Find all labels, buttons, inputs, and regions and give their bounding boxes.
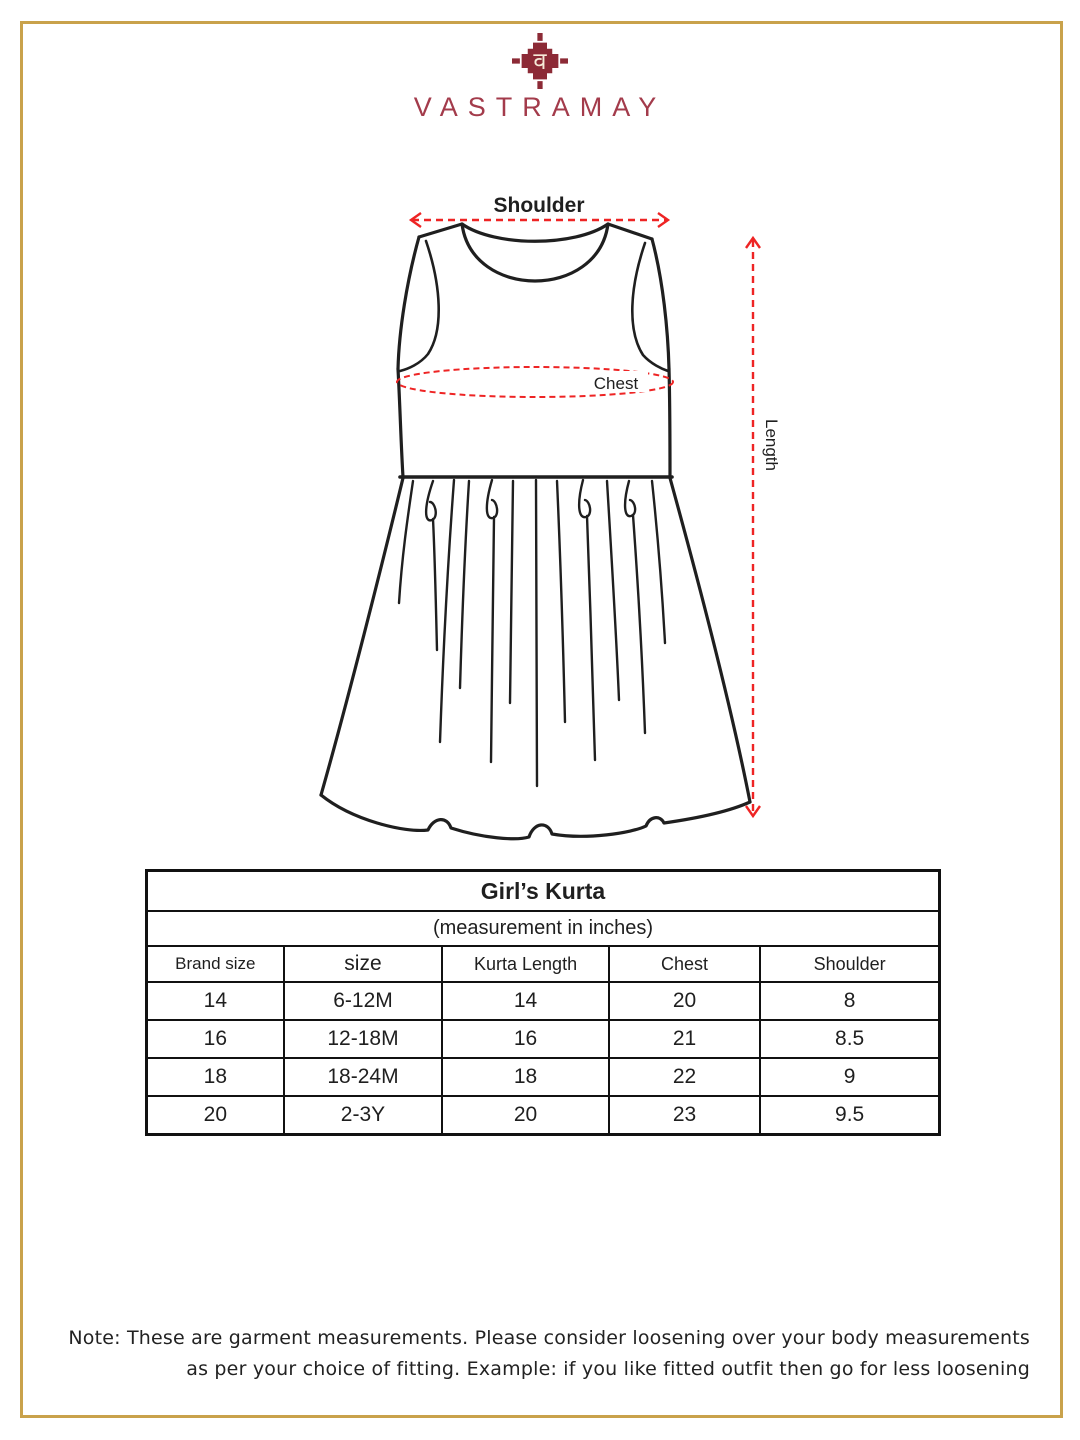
cell-size: 18-24M: [284, 1058, 443, 1096]
note-line-2: as per your choice of fitting. Example: if you like fitted outfit then go for less loosening: [186, 1358, 1030, 1380]
length-label: Length: [762, 419, 781, 471]
column-header-brand-size: Brand size: [147, 946, 284, 982]
cell-chest: 23: [609, 1096, 760, 1135]
cell-size: 2-3Y: [284, 1096, 443, 1135]
size-chart-subtitle: (measurement in inches): [147, 911, 940, 946]
column-header-chest: Chest: [609, 946, 760, 982]
size-chart-table: [145, 869, 941, 1136]
cell-chest: 20: [609, 982, 760, 1020]
table-row: [147, 1096, 940, 1135]
vastramay-logo-icon: [512, 33, 568, 89]
cell-size: 6-12M: [284, 982, 443, 1020]
brand-wordmark: VASTRAMAY: [413, 92, 667, 122]
cell-shoulder: 9: [760, 1058, 939, 1096]
cell-chest: 22: [609, 1058, 760, 1096]
size-chart-header-row: [147, 946, 940, 982]
brand-header: [0, 33, 1080, 123]
cell-brand-size: 20: [147, 1096, 284, 1135]
cell-brand-size: 18: [147, 1058, 284, 1096]
cell-size: 12-18M: [284, 1020, 443, 1058]
kurta-measurement-diagram: [0, 185, 1080, 865]
chest-label: Chest: [593, 374, 639, 393]
cell-shoulder: 8.5: [760, 1020, 939, 1058]
column-header-size: size: [284, 946, 443, 982]
shoulder-label: Shoulder: [493, 194, 585, 217]
column-header-shoulder: Shoulder: [760, 946, 939, 982]
cell-chest: 21: [609, 1020, 760, 1058]
cell-brand-size: 16: [147, 1020, 284, 1058]
cell-shoulder: 9.5: [760, 1096, 939, 1135]
size-chart-title: Girl’s Kurta: [147, 871, 940, 912]
skirt-gather-lines: [399, 480, 665, 786]
cell-shoulder: 8: [760, 982, 939, 1020]
table-row: [147, 1020, 940, 1058]
column-header-kurta-length: Kurta Length: [442, 946, 609, 982]
arrowhead-right-icon: [658, 213, 668, 227]
cell-kurta-length: 16: [442, 1020, 609, 1058]
garment-note: [40, 1323, 1030, 1385]
logo-glyph: व: [533, 46, 547, 75]
note-line-1: Note: These are garment measurements. Please consider loosening over your body measurements: [68, 1327, 1030, 1349]
table-row: [147, 982, 940, 1020]
cell-brand-size: 14: [147, 982, 284, 1020]
table-row: [147, 1058, 940, 1096]
cell-kurta-length: 18: [442, 1058, 609, 1096]
cell-kurta-length: 20: [442, 1096, 609, 1135]
cell-kurta-length: 14: [442, 982, 609, 1020]
